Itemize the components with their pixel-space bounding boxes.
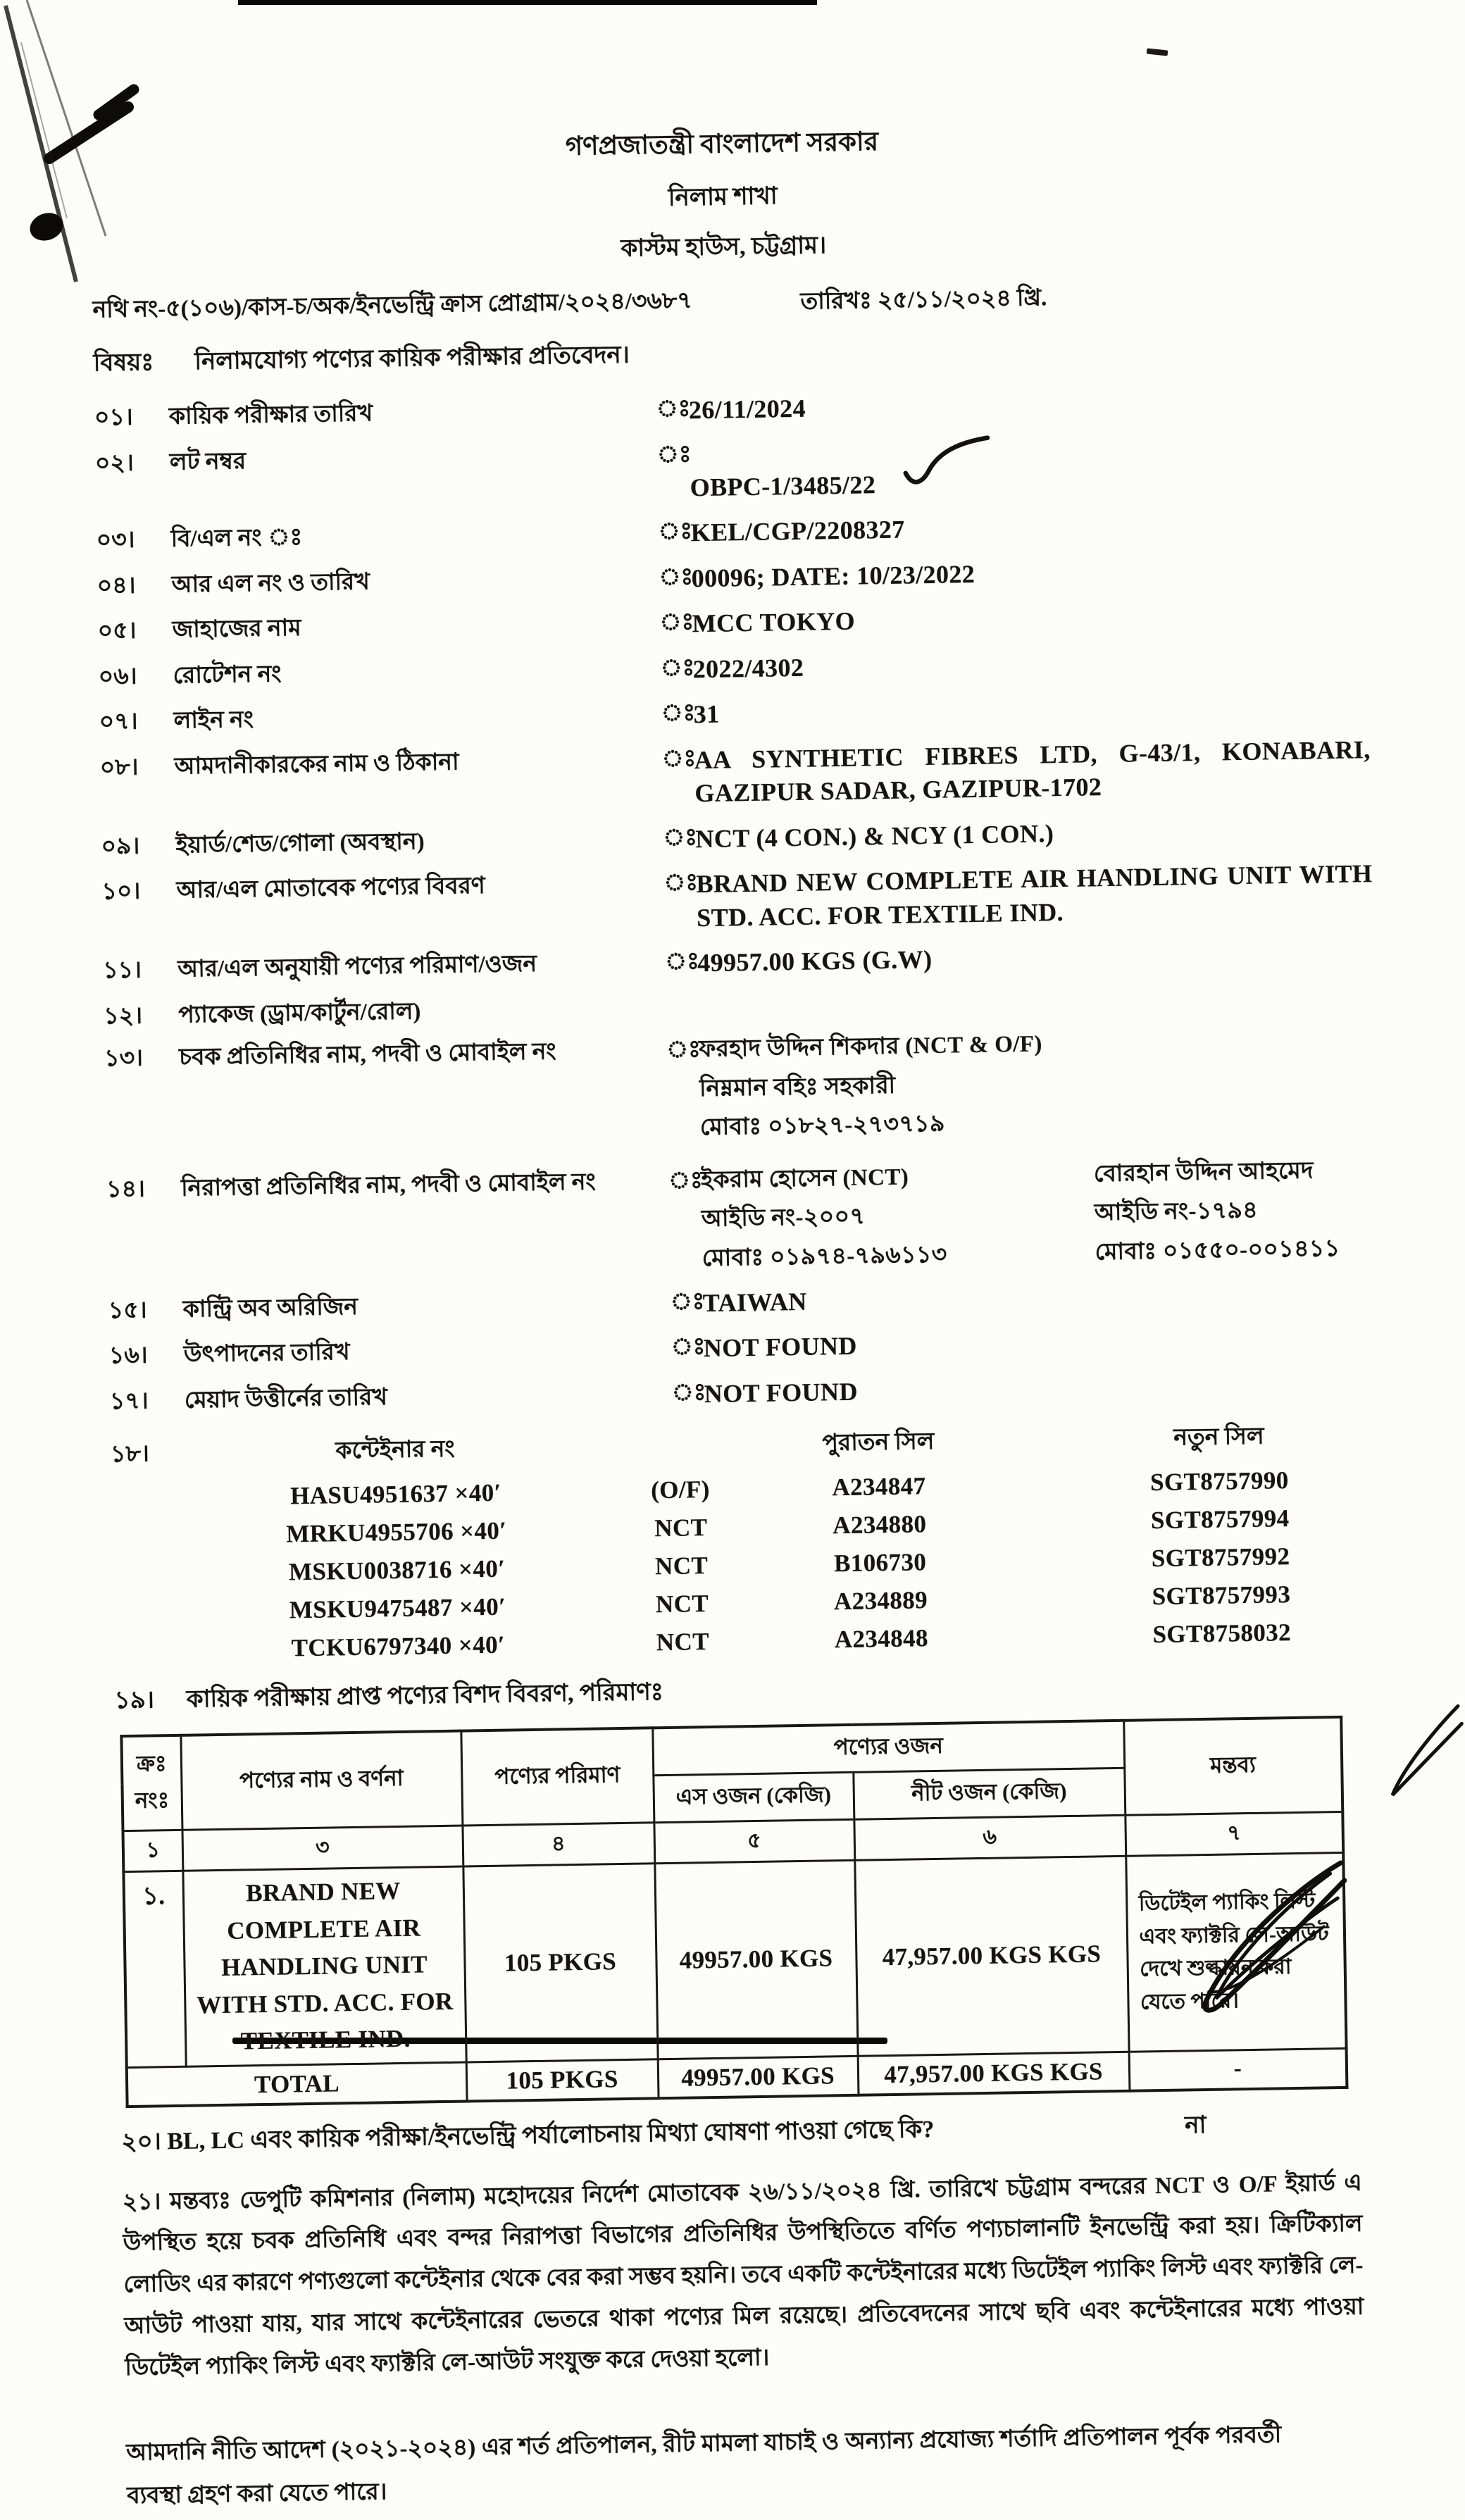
item-label: জাহাজের নাম: [172, 616, 301, 643]
remarks-label: মন্তব্যঃ: [169, 2188, 232, 2214]
item-label: প্যাকেজ (ড্রাম/কার্টুন/রোল): [178, 999, 421, 1028]
item-number: ১৫।: [108, 1297, 147, 1323]
item-label: মেয়াদ উত্তীর্নের তারিখ: [184, 1384, 388, 1414]
item-number: ১৬।: [108, 1342, 148, 1369]
subject-text: নিলামযোগ্য পণ্যের কায়িক পরীক্ষার প্রতিবেদন।: [194, 342, 630, 375]
security-person-1: [701, 1160, 1054, 1274]
lot-number: OBPC-1/3485/22: [690, 470, 876, 501]
item-value: 2022/4302: [692, 653, 804, 683]
header-serial: ক্রঃ নংঃ: [121, 1735, 182, 1831]
item-label: নিরাপত্তা প্রতিনিধির নাম, পদবী ও মোবাইল নং: [180, 1169, 596, 1202]
col-number: ৪: [462, 1823, 654, 1866]
item-value: KEL/CGP/2208327: [690, 515, 905, 547]
person-name: বোরহান উদ্দিন আহমেদ: [1093, 1158, 1314, 1187]
colon-separator: ঃ: [671, 1334, 706, 1360]
new-seal: SGT8757990: [1149, 1466, 1289, 1497]
item-row-01: [94, 382, 1420, 437]
remarks-text: ডেপুটি কমিশনার (নিলাম) মহোদয়ের নির্দেশ মোতাবেক ২৬/১১/২০২৪ খ্রি. তারিখে চট্টগ্রাম বন্দরের NCT ও O/F ইয়ার্ড এ উপস্থিত হয়ে চবক প্রতিনিধি এবং বন্দর নিরাপত্তা বিভাগের প্রতিনিধির উপস্থিতিতে বর্ণিত পণ্যচালানটি ইনভেন্ট্রি করা হয়। ক্রিটিক্যাল লোডিং এর কারণে পণ্যগুলো কন্টেইনার থেকে বের করা সম্ভব হয়নি। তবে একটি কন্টেইনারের মধ্যে ডিটেইল প্যাকিং লিস্ট এবং ফ্যাক্টরি লে-আউট পাওয়া যায়, যার সাথে কন্টেইনারের ভেতরে থাকা পণ্যের মিল রয়েছে। প্রতিবেদনের সাথে ছবি এবং কন্টেইনারের মধ্যে পাওয়া ডিটেইল প্যাকিং লিস্ট এবং ফ্যাক্টরি লে-আউট সংযুক্ত করে দেওয়া হলো।: [123, 2170, 1364, 2381]
container-number: MSKU9475487 ×40′: [289, 1592, 506, 1624]
colon-separator: ঃ: [661, 700, 696, 727]
colon-separator: ঃ: [660, 654, 695, 681]
container-number: MRKU4955706 ×40′: [285, 1516, 507, 1548]
item-number: ১৩।: [104, 1045, 144, 1072]
header-quantity: পণ্যের পরিমাণ: [461, 1728, 654, 1826]
item-number: ০৮।: [99, 754, 139, 781]
row-serial: ১.: [123, 1871, 185, 2067]
reference-line: [92, 270, 1415, 330]
container-number: MSKU0038716 ×40′: [288, 1554, 506, 1586]
item-row-09: [101, 811, 1426, 866]
total-label: TOTAL: [127, 2062, 467, 2107]
person-mobile: মোবাঃ ০১৫৫০-০০১৪১১: [1095, 1235, 1340, 1266]
container-section: [111, 1415, 1439, 1666]
spacer: [113, 1636, 189, 1666]
new-seal: SGT8757994: [1150, 1504, 1290, 1535]
col-number: ৬: [854, 1815, 1126, 1860]
person-id: আইডি নং-২০০৭: [701, 1204, 866, 1233]
signature-stroke: [1380, 1699, 1465, 1806]
container-yard: NCT: [655, 1590, 709, 1618]
item-value: [698, 981, 1428, 992]
goods-title-text: কায়িক পরীক্ষায় প্রাপ্ত পণ্যের বিশদ বিবরণ, পরিমাণঃ: [186, 1679, 664, 1713]
item-row-10: [101, 856, 1427, 944]
old-seal: A234848: [834, 1624, 929, 1654]
item-number: ০২।: [94, 450, 134, 477]
item-label: আমদানীকারকের নাম ও ঠিকানা: [174, 749, 459, 780]
container-number: HASU4951637 ×40′: [289, 1478, 502, 1510]
subject-label: বিষয়ঃ: [93, 349, 154, 377]
item-row-17: [110, 1366, 1435, 1420]
false-declaration-question: [121, 2102, 1447, 2164]
item-number: ০৩।: [96, 527, 135, 554]
checkmark-icon: [900, 435, 992, 497]
item-list: [94, 382, 1435, 1420]
item-row-16: [109, 1321, 1435, 1375]
goods-table: [120, 1716, 1348, 2108]
person-name: ইকরাম হোসেন (NCT): [700, 1164, 909, 1194]
spacer: [111, 1484, 187, 1514]
item-label: কায়িক পরীক্ষার তারিখ: [168, 401, 373, 430]
item-row-12: [104, 981, 1428, 1033]
goods-section-title: [114, 1661, 1440, 1723]
item-number: ১০।: [101, 878, 141, 905]
col-number: ১: [123, 1830, 182, 1871]
item-number: ০৯।: [101, 833, 140, 860]
cpa-representative: [699, 1023, 1430, 1144]
item-row-15: [108, 1275, 1434, 1329]
item-label: রোটেশন নং: [173, 661, 282, 689]
file-number: নথি নং-৫(১০৬)/কাস-চ/অক/ইনভেন্ট্রি ক্রাস প্রোগ্রাম/২০২৪/৩৬৮৭: [92, 288, 693, 323]
closing-paragraph: আমদানি নীতি আদেশ (২০২১-২০২৪) এর শর্ত প্রতিপালন, রীট মামলা যাচাই ও অন্যান্য প্রযোজ্য শর্তাদি প্রতিপালন পূর্বক পরবর্তী ব্যবস্থা গ্রহণ করা যেতে পারে।: [126, 2422, 1282, 2509]
spacer: [112, 1522, 187, 1552]
item-row-03: [96, 505, 1421, 559]
total-remark: -: [1129, 2048, 1347, 2090]
question-text: BL, LC এবং কায়িক পরীক্ষা/ইনভেন্ট্রি পর্যালোচনায় মিথ্যা ঘোষণা পাওয়া গেছে কি?: [167, 2116, 935, 2154]
colon-separator: ঃ: [670, 1288, 705, 1315]
new-seal: SGT8758032: [1152, 1618, 1292, 1649]
item-value: [690, 428, 1421, 504]
item-label: লট নম্বর: [169, 448, 247, 475]
item-number: ১১।: [103, 957, 142, 984]
item-number: ১৭।: [109, 1388, 149, 1414]
spacer: [112, 1560, 187, 1590]
item-label: চবক প্রতিনিধির নাম, পদবী ও মোবাইল নং: [178, 1039, 556, 1071]
total-gross-weight: 49957.00 KGS: [658, 2056, 859, 2098]
representative-name: ফরহাদ উদ্দিন শিকদার (NCT & O/F): [698, 1031, 1043, 1063]
row-goods-name: BRAND NEW COMPLETE AIR HANDLING UNIT WITH STD. ACC. FOR TEXTILE IND.: [182, 1866, 466, 2066]
item-row-11: [103, 935, 1428, 990]
colon-separator: ঃ: [663, 824, 698, 851]
item-number: ১২।: [104, 1003, 143, 1030]
signature: [1164, 1848, 1378, 2028]
item-number: ০৪।: [96, 573, 136, 599]
container-number: TCKU6797340 ×40′: [291, 1630, 506, 1662]
question-answer: না: [1184, 2112, 1207, 2139]
row-quantity: 105 PKGS: [463, 1864, 657, 2062]
document-header: [0, 0, 1457, 280]
reference-date: তারিখঃ ২৫/১১/২০২৪ খ্রি.: [800, 285, 1047, 315]
new-seal-col-header: নতুন সিল: [1173, 1423, 1264, 1451]
item-number: ২১।: [122, 2188, 161, 2215]
item-number: ০৫।: [97, 618, 137, 644]
container-col-header: কন্টেইনার নং: [335, 1436, 455, 1464]
item-value: 31: [693, 699, 720, 729]
colon-separator: ঃ: [671, 1379, 706, 1406]
header-gross-weight: এস ওজন (কেজি): [653, 1772, 854, 1822]
item-label: উৎপাদনের তারিখ: [183, 1340, 350, 1368]
header-weight-group: পণ্যের ওজন: [652, 1721, 1124, 1776]
item-label: ইয়ার্ড/শেড/গোলা (অবস্থান): [175, 828, 425, 859]
goods-data-row: [123, 1853, 1346, 2068]
item-label: বি/এল নং ঃ: [170, 524, 303, 552]
item-row-02: [95, 428, 1421, 513]
item-row-14: [106, 1154, 1433, 1284]
header-name: পণ্যের নাম ও বর্ণনা: [180, 1731, 462, 1830]
item-label: আর/এল মোতাবেক পণ্যের বিবরণ: [176, 873, 485, 904]
importer-name-address: AA SYNTHETIC FIBRES LTD, G-43/1, KONABARI, GAZIPUR SADAR, GAZIPUR-1702: [694, 735, 1371, 808]
empty-separator: [666, 992, 698, 993]
manufacture-date: NOT FOUND: [703, 1331, 858, 1363]
col-number: ৩: [182, 1826, 463, 1871]
government-title: গণপ্রজাতন্ত্রী বাংলাদেশ সরকার: [565, 127, 879, 161]
row-net-weight: 47,957.00 KGS KGS: [854, 1856, 1128, 2056]
old-seal: A234880: [832, 1510, 927, 1540]
spacer: [605, 1426, 755, 1467]
new-seal: SGT8757993: [1152, 1580, 1291, 1611]
old-seal: A234847: [832, 1472, 926, 1502]
item-label: আর এল নং ও তারিখ: [171, 568, 370, 598]
subject-line: [93, 324, 1416, 385]
old-seal-col-header: পুরাতন সিল: [822, 1429, 935, 1457]
new-seal: SGT8757992: [1151, 1542, 1290, 1573]
row-gross-weight: 49957.00 KGS: [654, 1860, 857, 2059]
header-net-weight: নীট ওজন (কেজি): [853, 1768, 1125, 1819]
col-number: ৫: [654, 1819, 854, 1863]
remarks-paragraph: [122, 2162, 1364, 2388]
colon-separator: ঃ: [659, 563, 694, 590]
person-mobile: মোবাঃ ০১৯৭৪-৭৯৬১১৩: [702, 1242, 947, 1272]
item-number: ১৪।: [106, 1176, 146, 1203]
colon-separator: ঃ: [668, 1167, 703, 1194]
colon-separator: ঃ: [659, 609, 694, 636]
item-label: লাইন নং: [173, 707, 254, 734]
container-yard: NCT: [654, 1552, 709, 1580]
old-seal: A234889: [833, 1586, 928, 1616]
colon-separator: ঃ: [661, 745, 697, 772]
colon-separator: ঃ: [666, 1037, 701, 1063]
goods-description: BRAND NEW COMPLETE AIR HANDLING UNIT WITH STD. ACC. FOR TEXTILE IND.: [696, 859, 1373, 932]
item-number: ১৯।: [114, 1687, 155, 1714]
container-header-row: [111, 1415, 1436, 1476]
item-value: 00096; DATE: 10/23/2022: [691, 559, 975, 592]
expiry-date: NOT FOUND: [704, 1377, 859, 1408]
item-value: 49957.00 KGS (G.W): [697, 945, 933, 978]
person-id: আইডি নং-১৭৯৪: [1094, 1198, 1259, 1226]
header-remark: মন্তব্য: [1123, 1717, 1342, 1815]
representative-mobile: মোবাঃ ০১৮২৭-২৭৩৭১৯: [699, 1111, 946, 1141]
colon-separator: ঃ: [663, 870, 699, 897]
colon-separator: ঃ: [656, 396, 691, 422]
colon-separator: ঃ: [656, 441, 692, 468]
container-yard: NCT: [656, 1628, 710, 1657]
security-persons: [701, 1154, 1447, 1274]
total-quantity: 105 PKGS: [466, 2059, 659, 2101]
item-row-08: [99, 732, 1425, 821]
item-number: ১৮।: [110, 1441, 150, 1468]
security-person-2: [1094, 1154, 1447, 1268]
container-yard: NCT: [654, 1514, 708, 1542]
spacer: [113, 1598, 188, 1628]
country-of-origin: TAIWAN: [702, 1287, 807, 1317]
total-net-weight: 47,957.00 KGS KGS: [858, 2052, 1130, 2095]
item-row-13: [104, 1023, 1430, 1153]
item-number: ০৬।: [98, 663, 137, 690]
item-row-04: [96, 551, 1422, 605]
item-value: NCT (4 CON.) & NCY (1 CON.): [695, 818, 1054, 853]
item-row-07: [99, 687, 1424, 741]
item-value: MCC TOKYO: [692, 606, 856, 638]
container-yard: (O/F): [650, 1476, 711, 1504]
security-representatives: [701, 1154, 1447, 1274]
item-label: কান্ট্রি অব অরিজিন: [182, 1294, 359, 1323]
item-label: আর/এল অনুযায়ী পণ্যের পরিমাণ/ওজন: [177, 951, 537, 983]
office-title: কাস্টম হাউস, চট্টগ্রাম।: [621, 232, 827, 262]
item-row-05: [97, 596, 1423, 650]
row-remark: ডিটেইল প্যাকিং লিস্ট এবং ফ্যাক্টরি লে-আউট দেখে শুল্কায়ন করা যেতে পারে।: [1126, 1853, 1346, 2052]
item-row-06: [98, 642, 1423, 696]
colon-separator: ঃ: [658, 518, 693, 545]
item-number: ২০।: [121, 2128, 162, 2155]
item-number: ০১।: [94, 404, 133, 431]
representative-designation: নিম্নমান বহিঃ সহকারী: [699, 1073, 896, 1102]
col-number: ৭: [1125, 1812, 1343, 1857]
colon-separator: ঃ: [664, 949, 699, 975]
item-number: ০৭।: [99, 709, 138, 735]
branch-title: নিলাম শাখা: [668, 183, 778, 211]
item-value: 26/11/2024: [688, 394, 806, 425]
old-seal: B106730: [833, 1548, 927, 1578]
